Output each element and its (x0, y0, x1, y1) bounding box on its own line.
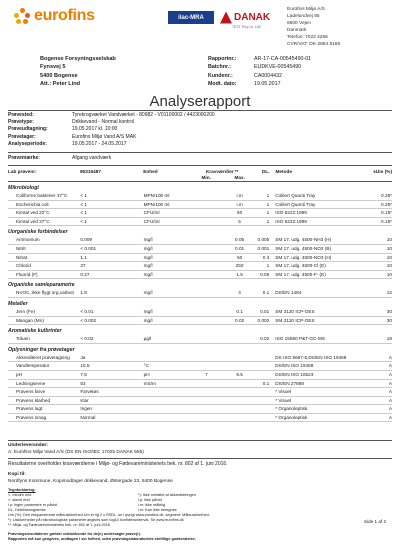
customer-address (40, 55, 116, 88)
detection-limit (255, 414, 273, 422)
customer-line: 5400 Bogense (40, 72, 78, 79)
col-unit: Enhed (143, 169, 158, 174)
method: SM 3120 ICP-OES (275, 308, 315, 314)
result-value: < 0.002 (80, 317, 97, 323)
detection-limit: 0.05 (260, 271, 270, 277)
detection-limit: 0.1 (262, 290, 270, 296)
col-req-title: Kravværdier ** (205, 169, 239, 174)
brand-name: eurofins (34, 7, 95, 24)
table-row (8, 289, 392, 298)
sample-row (8, 119, 215, 126)
req-max: 0.05 (235, 237, 245, 243)
parameter-name: Chlorid (16, 263, 31, 269)
subcontractor-text: A: Eurofins Miljø Vand A/S (DS EN ISO/IEC 17025 DANAK 555) (8, 449, 144, 455)
page-title: Analyserapport (149, 93, 251, 110)
method: SM 17. udg. 4500-F- (E) (275, 271, 326, 277)
detection-limit (255, 354, 273, 362)
method: Colilert Quanti Tray (275, 193, 316, 198)
uncertainty: 0.25* (381, 201, 392, 207)
req-max (224, 362, 256, 370)
uncertainty: A (388, 406, 392, 412)
table-body (8, 184, 392, 422)
uncertainty: 10 (386, 245, 392, 251)
table-row (8, 335, 392, 344)
sample-label: Prøveudtagning: (8, 126, 48, 133)
footer-line: Rapporten må kun gengives, undtagen i sin helhed, uden prøvningslaboratoriets skriftlige godkendelse. (8, 537, 196, 541)
eurofins-logo (14, 7, 95, 25)
accreditation-badges (168, 11, 270, 24)
uncertainty: 10 (386, 263, 392, 269)
method: DS/EN ISO 10523 (275, 371, 314, 377)
parameter-name: Prøvens klarhed (16, 397, 51, 403)
table-row (8, 354, 392, 363)
detection-limit (255, 388, 273, 396)
req-min (189, 335, 224, 343)
req-max: i.m (236, 201, 243, 207)
req-min (189, 289, 224, 297)
result-value: 0.009 (80, 237, 93, 243)
section-title: Oplysninger fra prøvetager (8, 346, 75, 353)
footer (8, 532, 196, 542)
method: SM 17. udg. 4500-NO2 (B) (275, 245, 332, 251)
lab-address-line: Eurofins Miljø A/S (287, 7, 325, 12)
table-row (8, 201, 392, 210)
req-min (189, 388, 224, 396)
col-sample-number: 80315487 (80, 169, 101, 174)
req-max (224, 397, 256, 405)
method: SM 17. udg. 4500-NO3 (H) (275, 254, 332, 260)
danak-badge (220, 12, 270, 24)
table-row (8, 271, 392, 280)
req-max (224, 388, 256, 396)
detection-limit: 0.005 (257, 237, 270, 243)
sample-label: Prøvetype: (8, 119, 34, 126)
req-min (189, 245, 224, 253)
req-min: 7 (205, 371, 208, 377)
result-value: 53 (80, 380, 86, 386)
unit: pH (143, 371, 150, 377)
report-meta (208, 55, 311, 88)
meta-value: 19.05.2017 (254, 80, 281, 87)
unit: CFU/ml (143, 210, 160, 216)
section-title: Uorganiske forbindelser (8, 229, 68, 236)
detection-limit (255, 362, 273, 370)
result-value: 1.8 (80, 290, 87, 296)
lab-address-line: Ladelundvej 85 (287, 14, 320, 19)
col-dl: DL. (261, 169, 270, 174)
sample-value: Tyrekrogværket Vandværket - 80982 - V01100002 / 4423000200 (72, 112, 215, 118)
parameter-name: Kimtal ved 37°C (16, 218, 50, 224)
col-requirements (189, 169, 256, 180)
req-min (189, 201, 224, 209)
req-max: i.m (236, 193, 243, 198)
sample-value: 19.05.2017 - 24.05.2017 (72, 140, 127, 147)
req-max: 8.5 (236, 371, 243, 377)
result-value: 1.1 (80, 254, 87, 260)
customer-line: Fynsvej 5 (40, 64, 66, 71)
sample-value: 19.05.2017 kl. 10:00 (72, 126, 118, 133)
method: SM 3120 ICP-OES (275, 317, 315, 323)
legend-item: <: mindre end (8, 493, 32, 497)
meta-label: Modt. dato: (208, 80, 237, 87)
table-row (8, 414, 392, 423)
section-title: Organiske samleparametre (8, 282, 75, 289)
uncertainty: 30 (386, 317, 392, 323)
result-value: < 0.02 (80, 336, 94, 342)
unit: mS/m (143, 380, 156, 386)
meta-row (208, 72, 311, 80)
table-row (8, 397, 392, 406)
legend-note: **: Miljø- og Fødevareministeriets bek. nr. 802 af 1. juni 2016 (8, 523, 110, 527)
table-row (8, 236, 392, 245)
detection-limit: 0.02 (260, 336, 270, 342)
req-min (189, 397, 224, 405)
uncertainty: A (388, 371, 392, 377)
danak-icon (220, 12, 232, 24)
req-max: 50 (236, 210, 243, 216)
detection-limit: 0.3 (262, 254, 270, 260)
req-min (189, 262, 224, 270)
parameter-name: Jern (Fe) (16, 308, 36, 314)
sample-row (8, 134, 215, 141)
parameter-name: Toluen (16, 336, 30, 342)
result-value: 27 (80, 263, 86, 269)
unit (144, 354, 190, 362)
unit: mg/l (143, 317, 153, 323)
section-title: Aromatiske kulbrinter (8, 328, 62, 335)
legend-item: *): Ikke omfattet af akkrediteringen (138, 493, 196, 497)
req-min (189, 317, 224, 325)
method: ISO 15680 P&T-GC-MS (275, 336, 326, 342)
req-max: 1.5 (236, 271, 243, 277)
meta-row (208, 55, 311, 63)
copy-text: Nordfyns Kommune, Kopimodtager drikkevand, Østergade 23, 5400 Bogense (8, 478, 173, 484)
req-max: 50 (236, 254, 243, 260)
parameter-name: Akkrediteret prøvetagning (16, 354, 70, 360)
divider (8, 110, 392, 111)
results-table (8, 165, 392, 422)
col-max: Max. (234, 175, 245, 180)
col-min: Min. (201, 175, 211, 180)
uncertainty: 12 (386, 290, 392, 296)
parameter-name: Vandtemperatur (16, 363, 50, 369)
method: DS/EN ISO 19458 (275, 363, 314, 369)
divider (8, 152, 392, 153)
req-max (224, 414, 256, 422)
meta-row (208, 63, 311, 71)
parameter-name: Nitrat (16, 254, 28, 260)
req-max: 0.01 (235, 245, 245, 251)
result-value: < 1 (80, 193, 87, 198)
legend-item: >: større end (8, 498, 30, 502)
sample-label: Analyseperiode: (8, 140, 47, 147)
table-row (8, 262, 392, 271)
ilac-mra-badge: ilac-MRA (168, 11, 214, 24)
unit: °C (143, 363, 149, 369)
lab-address (287, 6, 340, 48)
req-min (189, 414, 224, 422)
unit: mg/l (143, 308, 153, 314)
result-value: Klar (80, 397, 89, 403)
legend-col-2 (138, 493, 268, 513)
req-max: 0.02 (235, 317, 245, 323)
uncertainty: A (388, 414, 392, 420)
uncertainty: A (388, 363, 392, 369)
uncertainty: 0.15* (381, 210, 392, 216)
parameter-name: Prøvens lugt (16, 406, 43, 412)
unit: MPN/100 ml (143, 201, 170, 207)
legend-item: i.m: Kan ikke beregnes (138, 508, 177, 512)
req-max: 0.1 (236, 308, 243, 314)
result-value: < 0.001 (80, 245, 97, 251)
result-value: Normal (80, 414, 96, 420)
result-value: Farveløs (80, 389, 99, 395)
conclusion: Resultaterne overholder kravværdierne i Miljø- og Fødevareministeriets bek. nr. 802 af 1. juni 2016. (8, 461, 228, 467)
detection-limit: 0.002 (257, 317, 270, 323)
table-header (8, 165, 392, 182)
parameter-name: Kimtal ved 22°C (16, 210, 50, 216)
result-value: Ja (80, 354, 86, 360)
result-value: < 1 (80, 218, 87, 224)
legend-item: i.m: ikke målelig (138, 503, 166, 507)
detection-limit (255, 371, 273, 379)
uncertainty: A (388, 389, 392, 395)
uncertainty: 10 (386, 271, 392, 277)
unit: mg/l (143, 254, 153, 260)
unit: mg/l (143, 263, 153, 269)
detection-limit (255, 405, 273, 413)
uncertainty: 10 (386, 237, 392, 243)
meta-label: Batchnr.: (208, 64, 231, 71)
parameter-name: Prøvens smag (16, 414, 47, 420)
req-min (189, 209, 224, 217)
customer-line: Att.: Peter Lind (40, 80, 81, 87)
legend-title: Tegnforklaring: (8, 488, 36, 492)
table-row (8, 405, 392, 414)
danak-reg: TEST Reg.Nr. 168 (232, 25, 261, 29)
table-row (8, 380, 392, 389)
meta-label: Kundenr.: (208, 72, 233, 79)
table-row (8, 317, 392, 326)
req-min (189, 405, 224, 413)
method: * Visuel (275, 397, 292, 403)
sample-label: Prøvetager: (8, 133, 36, 140)
subcontractor-title: Underleverandør: (8, 443, 48, 448)
result-value: < 1 (80, 210, 87, 216)
method: DS ISO 5667-5,DS/EN ISO 19458 (275, 354, 347, 360)
result-value: < 1 (80, 201, 87, 207)
unit (144, 388, 190, 396)
meta-value: CA0004432 (254, 72, 282, 79)
method: Colilert Quanti Tray (275, 201, 316, 207)
detection-limit: 1 (266, 263, 270, 269)
unit (144, 405, 190, 413)
col-uncertainty: ±Um (%) (373, 169, 393, 174)
parameter-name: Nitrit (16, 245, 26, 251)
unit: µg/l (143, 336, 152, 342)
sample-mark-label: Prøvemærke: (8, 155, 40, 161)
legend-item: DL: Detektionsgrænse (8, 508, 46, 512)
customer-line: Bogense Forsyningsselskab (40, 56, 116, 62)
col-lab: Lab prøvenr: (8, 169, 37, 174)
table-row (8, 192, 392, 201)
detection-limit: 1 (266, 210, 270, 216)
detection-limit: 1 (266, 218, 270, 224)
parameter-name: Escherichia coli (16, 201, 49, 207)
page-number: Side 1 af 2 (364, 519, 386, 524)
uncertainty: 0.15* (381, 218, 392, 224)
result-value: Ingen (80, 406, 93, 412)
legend (8, 472, 392, 528)
sample-info (8, 112, 215, 148)
parameter-name: Prøvens farve (16, 389, 46, 395)
uncertainty: A (388, 354, 392, 360)
meta-row (208, 80, 311, 88)
uncertainty: 10 (386, 254, 392, 260)
uncertainty: A (388, 397, 392, 403)
divider (8, 440, 392, 441)
uncertainty: 18 (386, 336, 392, 342)
req-min (189, 271, 224, 279)
method: * Organoleptisk (275, 406, 308, 412)
legend-notes (8, 513, 392, 528)
method: * Organoleptisk (275, 414, 308, 420)
req-min (189, 308, 224, 316)
table-row (8, 245, 392, 254)
unit: mg/l (143, 271, 153, 277)
table-row (8, 371, 392, 380)
sample-row (8, 141, 215, 148)
method: SM 17. udg. 4500-Cl (E) (275, 263, 326, 269)
table-row (8, 218, 392, 227)
parameter-name: Coliforme bakterier 37°C (16, 193, 68, 198)
result-value: 0.27 (80, 271, 90, 277)
table-row (8, 388, 392, 397)
detection-limit: 0.001 (257, 245, 270, 251)
unit: MPN/100 ml (143, 193, 170, 198)
section-title: Metaller (8, 300, 28, 307)
unit: mg/l (143, 290, 153, 296)
legend-item: i.p: ingen parametre er påvist (8, 503, 58, 507)
danak-label: DANAK (234, 12, 271, 23)
req-max (224, 380, 256, 388)
parameter-name: Fluorid (F) (16, 271, 38, 277)
legend-note: *): Usikkerheder på mikrobiologiske parametre angives som log10 konfidensinterval. Se www.eurofins.dk (8, 518, 184, 522)
sample-mark (8, 155, 111, 162)
unit: mg/l (143, 237, 153, 243)
lab-address-line: Telefon: 7022 4266 (287, 35, 328, 40)
parameter-name: Ledningsevne (16, 380, 46, 386)
result-value: 10.5 (80, 363, 90, 369)
unit: mg/l (143, 245, 153, 251)
parameter-name: Mangan (Mn) (16, 317, 44, 323)
detection-limit: 0.01 (260, 308, 270, 314)
result-value: < 0.01 (80, 308, 94, 314)
lab-address-line: CVR/VAT: DK-2884 8186 (287, 42, 341, 47)
legend-note: Um (%): Den ekspanderede måleusikkerhed Um er lig 2 x RSDL ,se i øvrigt www.eurofins.dk, segment: Måleusikkerhed. (8, 513, 210, 517)
divider (8, 458, 392, 459)
req-min (189, 236, 224, 244)
detection-limit: 0.1 (262, 380, 270, 386)
lab-address-line: Danmark (287, 28, 307, 33)
method: ISO 6222:1999 (275, 210, 307, 216)
method: * Visuel (275, 389, 292, 395)
legend-col-1 (8, 493, 138, 513)
req-min (189, 362, 224, 370)
req-min (189, 192, 224, 200)
req-min (189, 218, 224, 226)
sample-row (8, 126, 215, 133)
footer-line: Prøvningsresultaterne gælder udelukkende for de(n) undersøgte prøve(r). (8, 532, 141, 536)
copy-title: Kopi til: (8, 472, 26, 477)
table-row (8, 254, 392, 263)
legend-item: i.p: ikke påvist (138, 498, 162, 502)
copy-block (8, 472, 392, 485)
table-row (8, 308, 392, 317)
subcontractor-note (8, 443, 144, 456)
detection-limit: 1 (266, 201, 270, 207)
parameter-name: pH (16, 371, 22, 377)
unit (144, 397, 190, 405)
parameter-name: Ammonium (16, 237, 40, 243)
uncertainty: 30 (386, 308, 392, 314)
req-min (189, 380, 224, 388)
req-max (224, 335, 256, 343)
unit: CFU/ml (143, 218, 160, 224)
req-max: 4 (238, 290, 241, 296)
sample-value: Drikkevand - Normal kontrol (72, 119, 134, 126)
sample-mark-value: Afgang vandværk (72, 155, 112, 161)
meta-value: AR-17-CA-00545490-01 (254, 56, 312, 62)
uncertainty: A (388, 380, 392, 386)
sample-row (8, 112, 215, 119)
detection-limit (255, 397, 273, 405)
req-min (189, 254, 224, 262)
lab-address-line: 6600 Vejen (287, 21, 312, 26)
meta-value: EUDKVE-00545490 (254, 64, 302, 71)
section-title: Mikrobiologi (8, 185, 39, 191)
req-max (224, 354, 256, 362)
sample-value: Eurofins Miljø Vand A/S MAK (72, 133, 137, 140)
method: ISO 6222:1999 (275, 218, 307, 224)
unit (144, 414, 190, 422)
req-min (189, 354, 224, 362)
sample-label: Prøvested: (8, 112, 34, 118)
result-value: 7.5 (80, 371, 87, 377)
method: SM 17. udg. 4500-NH3 (H) (275, 237, 332, 243)
detection-limit: 1 (266, 193, 270, 198)
eurofins-logo-icon (14, 8, 31, 25)
req-max: 5 (238, 218, 241, 224)
req-max (224, 405, 256, 413)
uncertainty: 0.25* (381, 193, 392, 198)
col-method: Metode (275, 169, 292, 174)
table-row (8, 362, 392, 371)
table-row (8, 209, 392, 218)
parameter-name: NVOC, ikke flygt org.carbon (16, 290, 75, 296)
method: DS/EN 1484 (275, 290, 302, 296)
method: DS/EN 27888 (275, 380, 304, 386)
req-max: 250 (235, 263, 244, 269)
meta-label: Rapportnr.: (208, 56, 237, 62)
